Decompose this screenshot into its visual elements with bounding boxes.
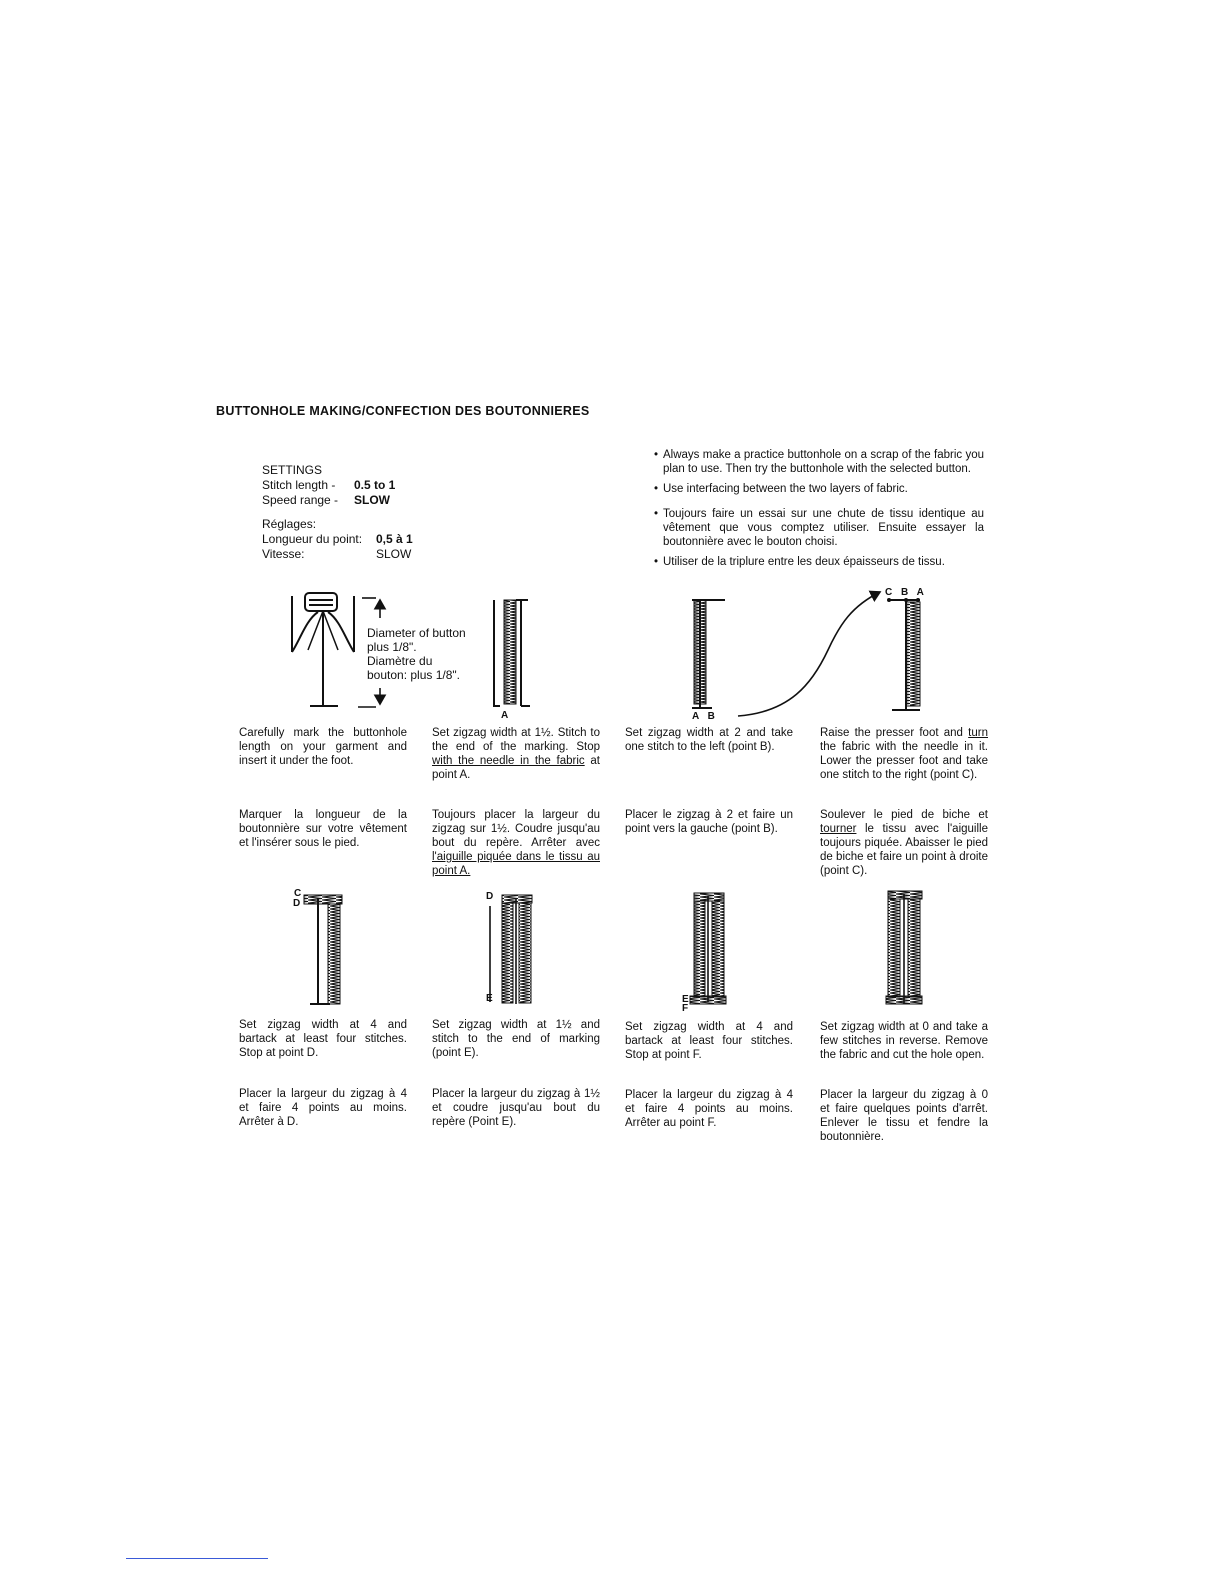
step5-stitch-diagram xyxy=(304,895,342,1004)
step1-caption-fr: Marquer la longueur de la boutonnière sur votre vêtement et l'insérer sous le pied. xyxy=(239,809,407,849)
point-label-ab: A B xyxy=(692,711,718,722)
dimension-line: bouton: plus 1/8". xyxy=(367,668,460,682)
caption-text: at point A. xyxy=(432,755,600,781)
note-item: • Toujours faire un essai sur une chute de tissu identique au vêtement que vous comptez utiliser. Ensuite essayer la boutonnière avec le bouton choisi. xyxy=(654,507,984,549)
point-label-a: A xyxy=(501,710,509,721)
caption-text: le tissu avec l'aiguille toujours piquée. Abaisser le pied de biche et faire un point à droite (point C). xyxy=(820,823,988,877)
step3-caption-en: Set zigzag width at 2 and take one stitch to the left (point B). xyxy=(625,727,793,753)
footer-rule xyxy=(126,1558,268,1559)
step2-caption-en xyxy=(432,726,600,782)
caption-underlined-text: turn xyxy=(968,727,988,739)
stitch-length-label: Stitch length - xyxy=(262,478,336,492)
point-label-e2: E xyxy=(682,994,689,1005)
step8-caption-fr: Placer la largeur du zigzag à 0 et faire quelques points d'arrêt. Enlever le tissu et fendre la boutonnière. xyxy=(820,1089,988,1143)
step5-caption-en: Set zigzag width at 4 and bartack at least four stitches. Stop at point D. xyxy=(239,1019,407,1059)
step8-caption-en: Set zigzag width at 0 and take a few stitches in reverse. Remove the fabric and cut the hole open. xyxy=(820,1021,988,1061)
speed-range-label: Speed range - xyxy=(262,493,339,507)
caption-text: Soulever le pied de biche et xyxy=(820,809,988,821)
note-item: • Utiliser de la triplure entre les deux épaisseurs de tissu. xyxy=(654,555,984,569)
step4-stitch-diagram xyxy=(887,598,920,710)
step6-caption-fr: Placer la largeur du zigzag à 1½ et coudre jusqu'au bout du repère (Point E). xyxy=(432,1088,600,1128)
step4-caption-en xyxy=(820,726,988,782)
stitch-length-value: 0.5 to 1 xyxy=(354,478,396,492)
reglages-heading: Réglages: xyxy=(262,517,317,531)
settings-heading: SETTINGS xyxy=(262,463,323,477)
vitesse-value: SLOW xyxy=(376,547,412,561)
note-item: • Always make a practice buttonhole on a scrap of the fabric you plan to use. Then try the buttonhole with the selected button. xyxy=(654,448,984,476)
dimension-line: plus 1/8". xyxy=(367,640,417,654)
step2-stitch-diagram xyxy=(494,600,530,706)
step6-stitch-diagram xyxy=(490,895,532,1004)
step1-caption-en: Carefully mark the buttonhole length on your garment and insert it under the foot. xyxy=(239,727,407,767)
step7-caption-en: Set zigzag width at 4 and bartack at least four stitches. Stop at point F. xyxy=(625,1021,793,1061)
step4-caption-fr xyxy=(820,808,988,878)
caption-text: Raise the presser foot and xyxy=(820,727,969,739)
caption-underlined-text: with the needle in the fabric xyxy=(432,755,585,767)
vitesse-label: Vitesse: xyxy=(262,547,305,561)
dimension-text xyxy=(367,626,466,682)
caption-text: Toujours placer la largeur du zigzag sur 1½. Coudre jusqu'au bout du repère. Arrêter avec xyxy=(432,809,600,849)
step7-stitch-diagram xyxy=(690,893,726,1004)
point-label-f: F xyxy=(682,1003,689,1014)
step2-caption-fr xyxy=(432,808,600,878)
step8-stitch-diagram xyxy=(886,891,922,1004)
step5-caption-fr: Placer la largeur du zigzag à 4 et faire 4 points au moins. Arrêter à D. xyxy=(239,1088,407,1128)
point-label-e: E xyxy=(486,993,493,1004)
point-label-cba: C B A xyxy=(885,587,927,598)
caption-underlined-text: l'aiguille piquée dans le tissu au point A. xyxy=(432,851,600,877)
dimension-line: Diameter of button xyxy=(367,626,466,640)
page-title: BUTTONHOLE MAKING/CONFECTION DES BOUTONNIERES xyxy=(216,404,590,418)
garment-button-illustration xyxy=(292,593,354,706)
caption-text: the fabric with the needle in it. Lower the presser foot and take one stitch to the right (point C). xyxy=(820,741,988,781)
dimension-line: Diamètre du xyxy=(367,654,433,668)
point-label-d2: D xyxy=(486,891,494,902)
point-label-c: C xyxy=(294,888,302,899)
point-label-d: D xyxy=(293,898,301,909)
step3-stitch-diagram xyxy=(692,592,880,716)
step7-caption-fr: Placer la largeur du zigzag à 4 et faire 4 points au moins. Arrêter au point F. xyxy=(625,1089,793,1129)
longueur-value: 0,5 à 1 xyxy=(376,532,413,546)
note-item: • Use interfacing between the two layers of fabric. xyxy=(654,482,984,496)
speed-range-value: SLOW xyxy=(354,493,390,507)
step3-caption-fr: Placer le zigzag à 2 et faire un point vers la gauche (point B). xyxy=(625,809,793,835)
step6-caption-en: Set zigzag width at 1½ and stitch to the end of marking (point E). xyxy=(432,1019,600,1059)
longueur-label: Longueur du point: xyxy=(262,532,363,546)
caption-underlined-text: tourner xyxy=(820,823,857,835)
caption-text: Set zigzag width at 1½. Stitch to the end of the marking. Stop xyxy=(432,727,600,753)
